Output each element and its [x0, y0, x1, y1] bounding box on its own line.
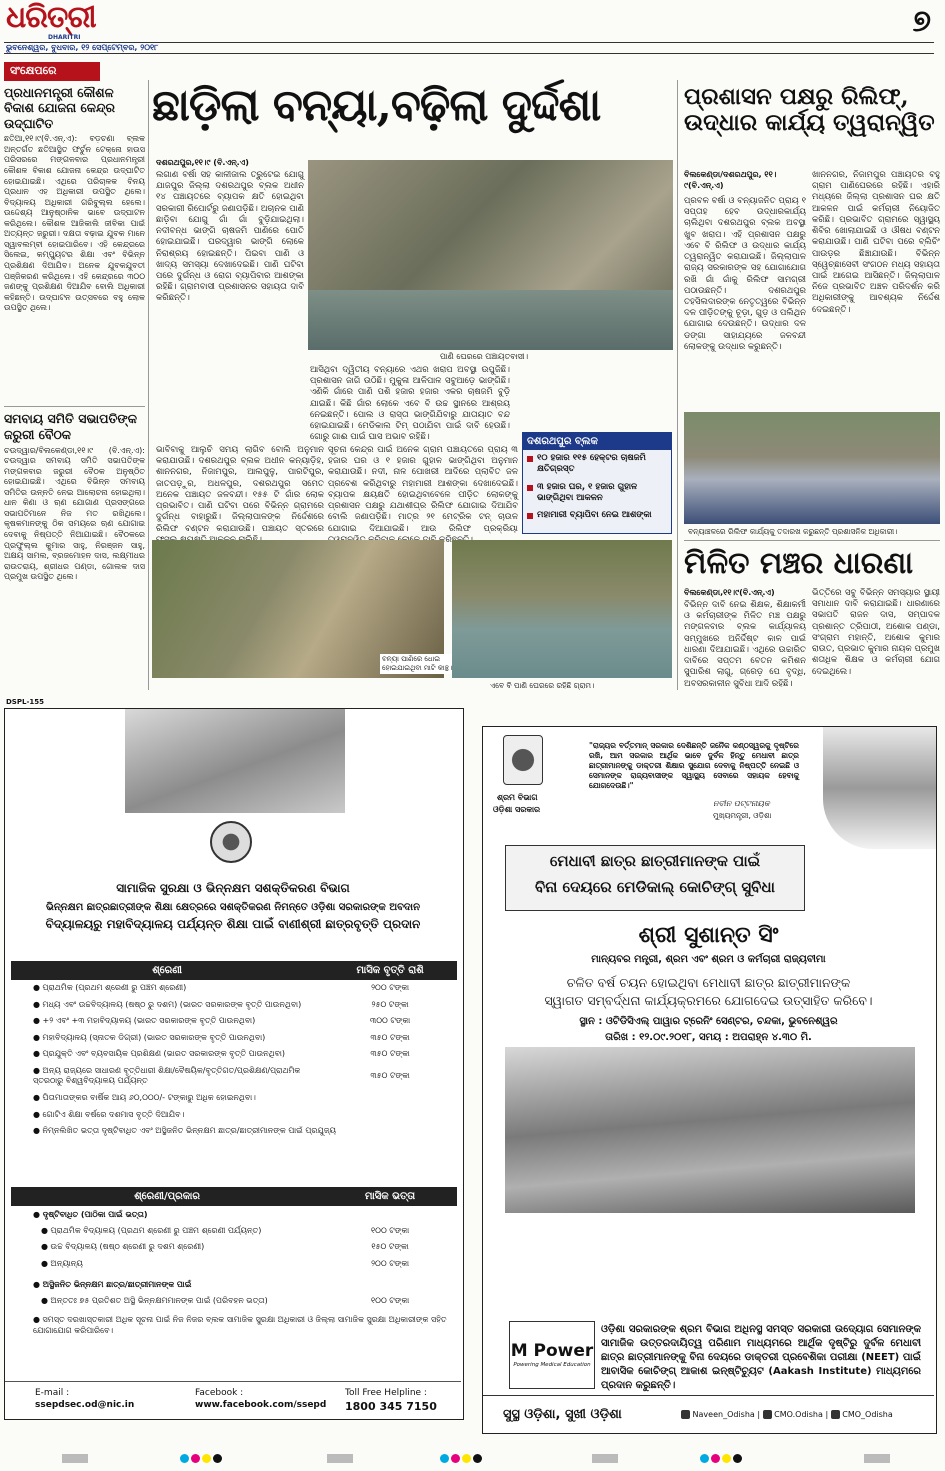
ad-labour-dept2: ଓଡ଼ିଶା ସରକାର: [493, 805, 541, 814]
table-row: ● ସମସ୍ତ ଦରଖାସ୍ତକାରୀ ଅଧିକ ସୂଚନା ପାଇଁ ନିଜ ନିଜର ବ୍ଲକ ସାମାଜିକ ସୁରକ୍ଷା ଅଧିକାରୀ ଓ ଜିଲ୍ଲା ସାମାଜିକ ସୁରକ୍ଷା ଅଧିକାରୀଙ୍କ ସହିତ ଯୋଗାଯୋଗ କରିପାରିବେ।: [33, 1315, 447, 1336]
ad-labour-classroom-photo: [505, 1047, 915, 1213]
fact-box-title: ଦଶରଥପୁର ବ୍ଲକ: [523, 433, 671, 450]
minister-role: ମାନ୍ୟବର ମନ୍ତ୍ରୀ, ଶ୍ରମ ଏବଂ ଶ୍ରମ ଓ କର୍ମଚାରୀ ରାଜ୍ୟବୀମା: [591, 954, 826, 965]
table-row: ● ପ୍ରାଥମିକ ବିଦ୍ୟାଳୟ (ପ୍ରଥମ ଶ୍ରେଣୀ ରୁ ପଞ୍ଚମ ଶ୍ରେଣୀ ପର୍ଯ୍ୟନ୍ତ) ୧୦୦ ଟଙ୍କା: [41, 1225, 410, 1235]
allowance-table: [11, 1187, 457, 1340]
masthead: [0, 0, 945, 60]
sidebar-section-label: ସଂକ୍ଷେପରେ: [4, 62, 100, 81]
manch-body-b: ଭିତ୍ତିରେ ସବୁ ବିଭିନ୍ନ ସମସ୍ୟାର ସ୍ଥାୟୀ ସମାଧାନ ଦାବି କରାଯାଇଛି। ଧାରଣାରେ ସଭାପତି ରାଜନ ଦାସ, ସମ୍ପାଦକ ପ୍ରଶାନ୍ତ ତ୍ରିପାଠୀ, ଅଶୋକ ପଣ୍ଡା, ସଂଗ୍ରାମ ମହାନ୍ତି, ଅଶୋକ କୁମାର ରାଉତ, ପ୍ରଭାତ କୁମାର ନାୟକ ପ୍ରମୁଖ ଶତାଧିକ ଶିକ୍ଷକ ଓ କର୍ମଚାରୀ ଯୋଗ ଦେଇଥିଲେ।: [812, 588, 940, 677]
mpower-logo-text: M Power: [510, 1341, 594, 1361]
facebook-link[interactable]: www.facebook.com/ssepd: [195, 1399, 327, 1410]
cm-portrait: [823, 727, 936, 849]
lead-dateline: ଦଶରଥପୁର,୧୧।୯ (ବି.ଏନ୍.ଏ): [156, 158, 249, 167]
event-line-1: ଚଳିତ ବର୍ଷ ଚୟନ ହୋଇଥିବା ମେଧାବୀ ଛାତ୍ର ଛାତ୍ରୀମାନଙ୍କ: [566, 975, 851, 990]
table-header: ମାସିକ ଭତ୍ତା: [365, 1191, 416, 1202]
emblem-icon: [210, 821, 252, 863]
table-row: ● ଗୋଟିଏ ଶିକ୍ଷା ବର୍ଷରେ ଦଶମାସ ବୃତ୍ତି ଦିଆଯିବ।: [33, 1109, 185, 1119]
ad-ssepd-dept: ସାମାଜିକ ସୁରକ୍ଷା ଓ ଭିନ୍ନକ୍ଷମ ସଶକ୍ତିକରଣ ବିଭାଗ: [116, 881, 350, 895]
table-row: ● +୨ ଏବଂ +୩ ମହାବିଦ୍ୟାଳୟ (ଭାରତ ସରକାରଙ୍କ ବୃତ୍ତି ପାଉନଥିବା) ୩୦୦ ଟଙ୍କା: [33, 1016, 411, 1026]
table-row: ● ଅନ୍ୟ ରାଜ୍ୟରେ ସାଧାରଣ ବୃତ୍ତିଧାରୀ ଶିକ୍ଷା/ବୈଷୟିକ/ବୃତ୍ତିଗତ/ପ୍ରଶିକ୍ଷଣ/ପ୍ରାଥମିକ ସ୍ତରଠାରୁ ବିଶ୍ୱବିଦ୍ୟାଳୟ ପର୍ଯ୍ୟନ୍ତ ୩୫୦ ଟଙ୍କା: [33, 1065, 410, 1086]
banner-line-1: ମେଧାବୀ ଛାତ୍ର ଛାତ୍ରୀମାନଙ୍କ ପାଇଁ: [549, 852, 761, 870]
masthead-logo-sub: DHARITRI: [48, 34, 81, 41]
social-handle[interactable]: Naveen_Odisha: [692, 1410, 755, 1419]
ad-labour-footer: ସୁସ୍ଥ ଓଡ଼ିଶା, ସୁଖୀ ଓଡ଼ିଶା Naveen_Odisha | CMO.Odisha | CMO_Odisha: [483, 1395, 934, 1432]
ad-labour-banner: [505, 845, 805, 911]
right-story-body-a: ପ୍ରବଳ ବର୍ଷା ଓ ବନ୍ୟାଜନିତ ପ୍ରାୟ ୧ ସପ୍ତାହ ହେବ ଉଦ୍ଧାରକାର୍ଯ୍ୟ ଚାଲିଥିବା ଦଶରଥପୁର ବ୍ଲକ ଅବସ୍ଥା ଖୁବ ଖରାପ। ଏହି ପ୍ରଶାସନ ପକ୍ଷରୁ ଏବେ ବି ରିଲିଫ ଓ ଉଦ୍ଧାର କାର୍ଯ୍ୟ ତ୍ୱରାନ୍ୱିତ କରାଯାଇଛି। ଜିଲ୍ଲାପାଳ ରାଜ୍ୟ ସରକାରଙ୍କ ସହ ଯୋଗାଯୋଗ ରଖି ଗାଁ ଗାଁକୁ ରିଲିଫ ସାମଗ୍ରୀ ପଠାଉଛନ୍ତି। ଦଶରଥପୁର ତହସିଲଦାରଙ୍କ ନେତୃତ୍ୱରେ ବିଭିନ୍ନ ଦଳ ପୀଡ଼ିତଙ୍କୁ ଚୂଡ଼ା, ଗୁଡ଼ ଓ ପଲିଥିନ ଯୋଗାଇ ଦେଉଛନ୍ତି। ଉଦ୍ଧାର ଦଳ ଡଙ୍ଗା ସାହାଯ୍ୟରେ ଜଳବନ୍ଦୀ ଲୋକଙ୍କୁ ଉଦ୍ଧାର କରୁଛନ୍ତି।: [684, 196, 806, 352]
event-time: ତାରିଖ : ୧୨.୦୯.୨୦୧୮, ସମୟ : ଅପରାହ୍ନ ୪.୩୦ ମି.: [605, 1032, 812, 1043]
event-venue: ସ୍ଥାନ : ଓଟିଡିସିଏଲ୍ ପାୱାର ଟ୍ରେନିଂ ସେଣ୍ଟର, ଚନ୍ଦକା, ଭୁବନେଶ୍ୱର: [579, 1016, 838, 1027]
right-story-headline: ପ୍ରଶାସନ ପକ୍ଷରୁ ରିଲିଫ୍, ଉଦ୍ଧାର କାର୍ଯ୍ୟ ତ୍ୱରାନ୍ୱିତ: [684, 83, 935, 137]
table-row: ● ଅନ୍ୟାନ୍ୟ ୨୦୦ ଟଙ୍କା: [41, 1258, 410, 1268]
brief-2-body: ଚଉଦ୍ୱାର/ବିଲକେଣ୍ଡା,୧୧।୯ (ବି.ଏନ୍.ଏ): ଚଉଦ୍ୱାର ସମବାୟ ସମିତି ସଭାପତିଙ୍କ ମଙ୍ଗଳବାର ଜରୁରୀ ବୈଠକ ଅନୁଷ୍ଠିତ ହୋଇଯାଇଛି। ଏଥିରେ ବିଭିନ୍ନ ସମବାୟ ସମିତିର ଉନ୍ନତି ନେଇ ଆଲୋଚନା ହୋଇଥିଲା। ଧାନ କିଣା ଓ ଋଣ ଯୋଗାଣ ପ୍ରସଙ୍ଗରେ ସଭାପତିମାନେ ନିଜ ମତ ରଖିଥିଲେ। କୃଷକମାନଙ୍କୁ ଠିକ ସମୟରେ ଋଣ ଯୋଗାଇ ଦେବାକୁ ନିଷ୍ପତ୍ତି ନିଆଯାଇଛି। ବୈଠକରେ ପ୍ରଫୁଲ୍ଲ କୁମାର ସାହୁ, ନିରଞ୍ଜନ ସାହୁ, ଅକ୍ଷୟ ସାମଲ, ବ୍ରଜମୋହନ ଦାସ, ଲକ୍ଷ୍ମୀଧର ରାଉତରାୟ, ଶ୍ରୀଧର ପଣ୍ଡା, ଗୋଲକ ଦାସ ପ୍ରମୁଖ ଉପସ୍ଥିତ ଥିଲେ।: [4, 445, 145, 582]
lead-body-c: ଭାବିବାକୁ ଆଲୁଚି ସମୟ ଲାଗିବ ବୋଲି ଅନୁମାନ କରାଯାଉଛି। ଦଶରଥପୁର ବ୍ଲକ ଅଧୀନ କନ୍ୟାଡ଼ିହ, ଶାନନଗର, ନିଜାମପୁର, ଆଲପୁଳୁ, ପାରଟିପୁର, ଜାତପଡ଼ୁର, ଅଧଳପୁର, ଦଶରଥପୁର ସମେତ ଅନେକ ପଞ୍ଚାୟତ ଜଳବନ୍ଦୀ। ୧୫୫ ଟି ଗାଁର ଲୋକ ପ୍ରଭାବିତ। ପାଣି ଘଟିବା ପରେ ବିଭିନ୍ନ ଗ୍ରାମରେ ଦୁର୍ଗନ୍ଧ ବାହାରୁଛି। ଜିଲ୍ଲାପାଳଙ୍କ ନିର୍ଦ୍ଦେଶରେ ରିଲିଫ ବଣ୍ଟନ କରାଯାଉଛି। ପଞ୍ଚାୟତ ସ୍ତରରେ: [156, 445, 324, 534]
ad-ssepd-sub2: ବିଦ୍ୟାଳୟରୁ ମହାବିଦ୍ୟାଳୟ ପର୍ଯ୍ୟନ୍ତ ଶିକ୍ଷା ପାଇଁ ବାଣୀଶ୍ରୀ ଛାତ୍ରବୃତ୍ତି ପ୍ରଦାନ: [45, 917, 421, 931]
lead-body-d: ସୂଚନା କେନ୍ଦ୍ର ପାଇଁ ଅନେକ ଗ୍ରାମ ପଞ୍ଚାୟତରେ ପ୍ରାୟ ୩ ହଜାର ଘର ଓ ୧ ହଜାର ଗୁହାଳ ଭାଙ୍ଗିଥିବା ଅନୁମାନ କରାଯାଉଛି। ନଦୀ, ନାଳ ପୋଖରୀ ଆଦିରେ ପ୍ଲାବିତ ଜଳ ପ୍ରବେଶ କରିଥିବାରୁ ମହାମାରୀ ଆଶଙ୍କା ଦେଖାଦେଇଛି। ବ୍ୟାପକ କ୍ଷୟକ୍ଷତି ହୋଇଥିବାବେଳେ ପୀଡ଼ିତ ଲୋକଙ୍କୁ ପ୍ରଶାସନ ପକ୍ଷରୁ ଯଥାଶୀଘ୍ର ରିଲିଫ ଯୋଗାଇ ଦିଆଯିବ ବୋଲି ଜଣାପଡ଼ିଛି। ମାତ୍ର ୨୧ ମେଟ୍ରିକ ଟନ୍ ଚାଉଳ ଯୋଗାଇ ଦିଆଯାଇଛି। ଆଉ ରିଲିଫ ପ୍ରକ୍ରିୟା: [328, 445, 518, 534]
ad-ssepd-footer: [5, 1381, 461, 1417]
lead-body-b: ଆସିଥିବା ଦ୍ୱିତୀୟ ବନ୍ୟାରେ ଏଥର ଖରାପ ଅବସ୍ଥା ଉପୁଜିଛି। ପ୍ରଶାସନ ଜାଗି ଉଠିଛି। ମୁକୁଳା ଆଳିପାଳ ସବୁଆଡ଼େ ଭାଙ୍ଗିଛି। ଏଣିକି ଗାଁରେ ପାଣି ପଶି ହଜାର ହଜାର ଏକର ଚାଷଜମି ବୁଡ଼ି ଯାଇଛି। କିଛି ଗାଁର ଲୋକେ ଏବେ ବି ଉଚ୍ଚ ସ୍ଥାନରେ ଆଶ୍ରୟ ନେଇଛନ୍ତି। ପୋଲ ଓ ରାସ୍ତା ଭାଙ୍ଗିଯିବାରୁ ଯାତାୟାତ ବନ୍ଦ ହୋଇଯାଇଛି। ମେଡିକାଲ ଟିମ୍ ପଠାଯିବା ପାଇଁ ଦାବି ହେଉଛି। ଗୋରୁ ଗାଈ ପାଇଁ ଘାସ ଅଭାବ ରହିଛି।: [310, 365, 510, 443]
brief-1-title: ପ୍ରଧାନମନ୍ତ୍ରୀ କୌଶଳ ବିକାଶ ଯୋଜନା କେନ୍ଦ୍ର ଉଦ୍‌ଘାଟିତ: [4, 84, 115, 131]
lead-body-a: ଲଗାଣ ବର୍ଷା ସହ କାଳୀଜାଲ ତ୍ରୁଟେଇ ଯୋଗୁ ଯାଜପୁର ଜିଲ୍ଲା ଦଶରଥପୁର ବ୍ଲକ ଅଧୀନ ୧୪ ପଞ୍ଚାୟତରେ ବ୍ୟାପକ କ୍ଷତି ହୋଇଥିବା ସରକାରୀ ରିପୋର୍ଟରୁ ଜଣାପଡ଼ିଛି। ଅଚାନକ ପାଣି ଛାଡ଼ିବା ଯୋଗୁ ଗାଁ ଗାଁ ବୁଡ଼ିଯାଇଥିଲା। ନଦୀବନ୍ଧ ଭାଙ୍ଗି ଚାଷଜମି ପାଣିରେ ପୋତି ହୋଇଯାଇଛି। ଘରଦ୍ୱାର ଭାଙ୍ଗି ଲୋକେ ନିରାଶ୍ରୟ ହୋଇଛନ୍ତି। ପିଇବା ପାଣି ଓ ଖାଦ୍ୟ ସମସ୍ୟା ଦେଖାଦେଇଛି। ପାଣି ଘଟିବା ପରେ ଦୁର୍ଗନ୍ଧ ଓ ରୋଗ ବ୍ୟାପିବାର ଆଶଙ୍କା ରହିଛି। ଗ୍ରାମବାସୀ ପ୍ରଶାସନର ସହାୟତା ଦାବି କରିଛନ୍ତି।: [156, 170, 304, 304]
table-group: ● ଦୃଷ୍ଟିବାଧିତ (ପାଠିକା ପାଇଁ ଭତ୍ତା): [33, 1210, 148, 1220]
helpline-number[interactable]: 1800 345 7150: [345, 1399, 437, 1413]
facebook-label: Facebook :: [195, 1388, 244, 1398]
ad-labour: [482, 726, 937, 1434]
dateline-bar: [4, 42, 934, 54]
ad-labour-dept1: ଶ୍ରମ ବିଭାଗ: [497, 793, 538, 802]
lead-photo-flood-victims: [308, 160, 673, 350]
cm-title: ମୁଖ୍ୟମନ୍ତ୍ରୀ, ଓଡ଼ିଶା: [713, 811, 772, 820]
photo-relief-caption: ବନ୍ୟାଞ୍ଚଳରେ ରିଲିଫ କାର୍ଯ୍ୟକୁ ତଦାରଖ କରୁଛନ୍ତି ପ୍ରଶାସନିକ ଅଧିକାରୀ।: [688, 527, 898, 536]
lead-headline: ଛାଡ଼ିଲା ବନ୍ୟା,ବଢ଼ିଲା ଦୁର୍ଦ୍ଦଶା: [152, 80, 601, 131]
minister-name: ଶ୍ରୀ ସୁଶାନ୍ତ ସିଂ: [638, 923, 779, 948]
table-row: ● ପ୍ରାଥମିକ (ପ୍ରଥମ ଶ୍ରେଣୀ ରୁ ପଞ୍ଚମ ଶ୍ରେଣୀ) ୨୦୦ ଟଙ୍କା: [33, 983, 410, 993]
sidebar: [4, 62, 145, 692]
table-header: ମାସିକ ବୃତ୍ତି ରାଶି: [356, 965, 424, 976]
manch-dateline: ବିଲକେଣ୍ଡା,୧୧।୯(ବି.ଏନ୍.ଏ): [684, 588, 775, 597]
table-header: ଶ୍ରେଣୀ/ପ୍ରକାର: [134, 1191, 200, 1202]
brief-1-body: ଛତିଆ,୧୧।୯(ବି.ଏନ୍.ଏ): ବଡ଼ଚଣା ବ୍ଲକ ଅନ୍ତର୍ଗତ ଛତିଆସ୍ଥିତ ଫର୍ଚୁନ ଟେକ୍ନୋ ହାଉସ ପରିସରରେ ମଙ୍ଗଳବାର ପ୍ରଧାନମନ୍ତ୍ରୀ କୌଶଳ ବିକାଶ ଯୋଜନା କେନ୍ଦ୍ର ଉଦ୍‌ଘାଟିତ ହୋଇଯାଇଛି। ଏଥିରେ ପରିଚାଳକ ବିନୟ ପ୍ରଧାନ ଏହ ଅଧିକାରୀ ଉପସ୍ଥିତ ଥିଲେ। ବିଦ୍ୟାଳୟ ଅଧିକାରୀ ଗରିବୁଲ୍ଲ ହେଲେ। ଉଦ୍ଦେଶ୍ୟ ଆନୁଷ୍ଠାନିକ ଭାବେ ଉଦ୍‌ଘାଟନ କରିଥିଲେ। କୌଶଳ ଆଜିକାଲି ଜୀବିକା ପାଇଁ ଅତ୍ୟନ୍ତ ଜରୁରୀ। ଦକ୍ଷତା ବଢ଼ାଇ ଯୁବକ ମାନେ ସ୍ୱାବଲମ୍ବୀ ହୋଇପାରିବେ। ଏହି କେନ୍ଦ୍ରରେ ସିଲେଇ, କମ୍ପ୍ୟୁଟର ଶିକ୍ଷା ଏବଂ ବିଭିନ୍ନ ପ୍ରଶିକ୍ଷଣ ଦିଆଯିବ। ଅନେକ ଯୁବକଯୁବତୀ ପଞ୍ଜିକରଣ କରିଥିଲେ। ଏହି କେନ୍ଦ୍ରରେ ୩୦୦ ଜଣଙ୍କୁ ପ୍ରଶିକ୍ଷଣ ଦିଆଯିବ ବୋଲି ଅଧିକାରୀ କହିଛନ୍ତି। ଉଦ୍‌ଘାଟନ ଉତ୍ସବରେ ବହୁ ଲୋକ ଉପସ୍ଥିତ ଥିଲେ।: [4, 134, 145, 313]
photo-flooded-village: [452, 540, 672, 678]
table-row: ● ମହାବିଦ୍ୟାଳୟ (ସ୍ନାତକ ଡିଗ୍ରୀ) (ଭାରତ ସରକାରଙ୍କ ବୃତ୍ତି ପାଉନଥିବା) ୩୫୦ ଟଙ୍କା: [33, 1032, 410, 1042]
ad-ssepd-sub1: ଭିନ୍ନକ୍ଷମ ଛାତ୍ରଛାତ୍ରୀଙ୍କ ଶିକ୍ଷା କ୍ଷେତ୍ରରେ ସଶକ୍ତିକରଣ ନିମନ୍ତେ ଓଡ଼ିଶା ସରକାରଙ୍କ ଅବଦାନ: [46, 902, 420, 913]
right-story-body-b: ଖାନନଗର, ନିଜାମପୁର ପଞ୍ଚାୟତର ବହୁ ଗ୍ରାମ ପାଣିଘେରରେ ରହିଛି। ଏହାରି ମଧ୍ୟରେ ଜିଲ୍ଲା ପ୍ରଶାସନ ଘର କ୍ଷତି ଆକଳନ ପାଇଁ କର୍ମଚାରୀ ନିୟୋଜିତ କରିଛି। ପ୍ରଭାବିତ ଗ୍ରାମରେ ସ୍ୱାସ୍ଥ୍ୟ ଶିବିର ଖୋଲାଯାଇଛି ଓ ଔଷଧ ବଣ୍ଟନ କରାଯାଉଛି। ପାଣି ଘଟିବା ପରେ ବ୍ଲିଚିଂ ପାଉଡ଼ର ଛିଞ୍ଚାଯାଉଛି। ବିଭିନ୍ନ ସ୍ୱେଚ୍ଛାସେବୀ ସଂଗଠନ ମଧ୍ୟ ସହାୟତା ପାଇଁ ଆଗେଇ ଆସିଛନ୍ତି। ଜିଲ୍ଲାପାଳ ନିଜେ ପ୍ରଭାବିତ ଅଞ୍ଚଳ ପରିଦର୍ଶନ କରି ଅଧିକାରୀଙ୍କୁ ଆବଶ୍ୟକ ନିର୍ଦ୍ଦେଶ ଦେଇଛନ୍ତି।: [812, 170, 940, 315]
ad-ssepd-photo: [125, 709, 345, 813]
social-handle[interactable]: CMO.Odisha: [774, 1410, 823, 1419]
dateline: ଭୁବନେଶ୍ୱର, ବୁଧବାର, ୧୨ ସେପ୍ଟେମ୍ବର, ୨୦୧୮: [6, 43, 159, 52]
email-label: E-mail :: [35, 1388, 70, 1398]
manch-headline: ମିଳିତ ମଞ୍ଚର ଧାରଣା: [684, 546, 914, 581]
fact-item-text: ୧୦ ହଜାର ୧୧୫ ହେକ୍ଟର ଚାଷଜମି କ୍ଷତିଗ୍ରସ୍ତ: [537, 453, 646, 475]
fact-item: [523, 479, 671, 507]
table-header: ଶ୍ରେଣୀ: [152, 965, 182, 976]
cm-quote: "ରାଜ୍ୟର ବର୍ତ୍ତମାନ୍ ସରକାର ଦେଶିଛନ୍ତି ଜନୈକ କଣ୍ଠସ୍ୱରକୁ ଦୃଷ୍ଟିରେ ରଖି, ଆମ ସରକାର ଆର୍ଥିକ ଭାବେ ଦୁର୍ବଳ ହିନ୍ତୁ ମେଧାବୀ ଛାତ୍ର ଛାତ୍ରୀମାନଙ୍କୁ ଡାକ୍ତରୀ ଶିକ୍ଷାର ସୁଯୋଗ ଦେବାକୁ ନିଷ୍ପତ୍ତି ନେଇଛି ଓ ସେମାନଙ୍କ ରାଜ୍ୟବାସୀଙ୍କ ସ୍ୱାସ୍ଥ୍ୟ ସେବାରେ ସହାୟକ ହେବାକୁ ଯୋଗଦେଉଛି।": [589, 741, 799, 790]
right-story-dateline: ବିଲକେଣ୍ଡା/ଦଶରଥପୁର, ୧୧।୯(ବି.ଏନ୍.ଏ): [684, 170, 777, 190]
social-handle[interactable]: CMO_Odisha: [842, 1410, 893, 1419]
ad-ssepd-code: DSPL-155: [6, 698, 44, 706]
table-row: ● ଉଚ୍ଚ ବିଦ୍ୟାଳୟ (ଷଷ୍ଠ ଶ୍ରେଣୀ ରୁ ଦଶମ ଶ୍ରେଣୀ) ୧୫୦ ଟଙ୍କା: [41, 1242, 409, 1252]
masthead-logo: ଧରିତ୍ରୀ: [6, 0, 96, 35]
table-row: ● ନିମ୍ନଲିଖିତ ଭତ୍ତା ଦୃଷ୍ଟିବାଧିତ ଏବଂ ଅସ୍ଥିଜନିତ ଭିନ୍ନକ୍ଷମ ଛାତ୍ର/ଛାତ୍ରୀମାନଙ୍କ ପାଇଁ ପ୍ରଯୁଜ୍ୟ: [33, 1126, 337, 1136]
table-row: ● ମଧ୍ୟ ଏବଂ ଉଚ୍ଚବିଦ୍ୟାଳୟ (ଷଷ୍ଠ ରୁ ଦଶମ) (ଭାରତ ସରକାରଙ୍କ ବୃତ୍ତି ପାଉନଥିବା) ୨୫୦ ଟଙ୍କା: [33, 999, 409, 1009]
cm-signature: ନବୀନ ପଟ୍ଟନାୟକ: [713, 799, 770, 808]
twitter-icon: [681, 1410, 690, 1419]
manch-body-a: ବିଭିନ୍ନ ଦାବି ନେଇ ଶିକ୍ଷକ, ଶିକ୍ଷାକର୍ମୀ ଓ କର୍ମଚାରୀଙ୍କ ମିଳିତ ମଞ୍ଚ ପକ୍ଷରୁ ମଙ୍ଗଳବାର ବ୍ଲକ କାର୍ଯ୍ୟାଳୟ ସମ୍ମୁଖରେ ଅନିର୍ଦ୍ଦିଷ୍ଟ କାଳ ପାଇଁ ଧାରଣା ଦିଆଯାଇଛି। ଏଥିରେ ଉଚ୍ଚାରିତ ଦାବିରେ ସପ୍ତମ ବେତନ କମିଶନ ସୁପାରିଶ ଲାଗୁ, ଗ୍ରେଡ଼ ପେ ବୃଦ୍ଧି, ଅବସରକାଳୀନ ସୁବିଧା ଆଦି ରହିଛି।: [684, 600, 806, 689]
odisha-emblem-icon: [503, 735, 543, 785]
photo-relief-officials: [684, 412, 940, 524]
facebook-icon: [763, 1410, 772, 1419]
table-row: ● ଅନ୍ତତଃ ୭୫ ପ୍ରତିଶତ ଅସ୍ଥି ଭିନ୍ନକ୍ଷମମାନଙ୍କ ପାଇଁ (ପରିବହନ ଭତ୍ତା) ୧୦୦ ଟଙ୍କା: [41, 1295, 410, 1305]
fact-item-text: ମହାମାରୀ ବ୍ୟାପିବା ନେଇ ଆଶଙ୍କା: [537, 510, 652, 521]
photo-flooded-village-caption: ଏବେ ବି ପାଣି ଘେରରେ ରହିଛି ଗ୍ରାମ।: [490, 681, 595, 690]
fact-item-text: ୩ ହଜାର ଘର, ୧ ହଜାର ଗୁହାଳ ଭାଙ୍ଗିଥିବା ଆକଳନ: [537, 481, 638, 503]
table-group: ● ଅସ୍ଥିଜନିତ ଭିନ୍ନକ୍ଷମ ଛାତ୍ର/ଛାତ୍ରୀମାନଙ୍କ ପାଇଁ: [33, 1280, 192, 1290]
slogan: ସୁସ୍ଥ ଓଡ଼ିଶା, ସୁଖୀ ଓଡ଼ିଶା: [503, 1407, 622, 1422]
table-row: ● ପ୍ରଯୁକ୍ତି ଏବଂ ବ୍ୟବସାୟିକ ପ୍ରଶିକ୍ଷଣ (ଭାରତ ସରକାରଙ୍କ ବୃତ୍ତି ପାଉନଥିବା) ୩୫୦ ଟଙ୍କା: [33, 1049, 410, 1059]
ad-labour-info: ଓଡ଼ିଶା ସରକାରଙ୍କ ଶ୍ରମ ବିଭାଗ ଅଧିନସ୍ଥ ସମସ୍ତ ସରକାରୀ ଉଦ୍ୟୋଗ ସେମାନଙ୍କ ସାମାଜିକ ଉତ୍ତରଦାୟିତ୍ୱ ପରିଣାମ ମାଧ୍ୟମରେ ଆର୍ଥିକ ଦୃଷ୍ଟିରୁ ଦୁର୍ବଳ ମେଧାବୀ ଛାତ୍ର ଛାତ୍ରୀମାନଙ୍କୁ ବିନା ଦେୟରେ ଡାକ୍ତରୀ ପ୍ରବେଶିକା ପରୀକ୍ଷା (NEET) ପାଇଁ ଆବାସିକ କୋଚିଙ୍ଗ୍ ଆକାଶ ଇନ୍‌ଷ୍ଟିଚ୍ୟୁଟ (Aakash Institute) ମାଧ୍ୟମରେ ପ୍ରଦାନ କରୁଛନ୍ତି।: [601, 1324, 921, 1391]
ad-ssepd: [4, 708, 464, 1420]
event-line-2: ସ୍ୱାଗତ ସମ୍ବର୍ଦ୍ଧନା କାର୍ଯ୍ୟକ୍ରମରେ ଯୋଗଦେଇ ଉତ୍ସାହିତ କରିବେ।: [544, 993, 873, 1008]
mpower-logo-sub: Powering Medical Education: [513, 1362, 591, 1369]
page-number: ୭: [912, 4, 931, 39]
scholarship-table: [11, 961, 457, 1140]
banner-line-2: ବିନା ଦେୟରେ ମେଡିକାଲ୍ କୋଚିଙ୍ଗ୍ ସୁବିଧା: [535, 877, 775, 896]
fact-item: [523, 507, 671, 524]
helpline-label: Toll Free Helpline :: [345, 1388, 427, 1398]
mpower-logo: [509, 1321, 595, 1389]
fact-item: [523, 450, 671, 478]
table-row: ● ପିତାମାତାଙ୍କର ବାର୍ଷିକ ଆୟ ୬୦,୦୦୦/- ଟଙ୍କାରୁ ଅଧିକ ହୋଇନଥିବା।: [33, 1093, 256, 1103]
printer-color-bar: [0, 1452, 945, 1468]
email-link[interactable]: ssepdsec.od@nic.in: [35, 1399, 135, 1410]
lead-photo-caption: ପାଣି ଘେରରେ ପଞ୍ଚାୟତବାସୀ।: [440, 352, 529, 361]
fact-box: [522, 432, 672, 534]
twitter-icon: [831, 1410, 840, 1419]
brief-2-title: ସମବାୟ ସମିତି ସଭାପତିଙ୍କ ଜରୁରୀ ବୈଠକ: [4, 411, 137, 443]
photo-broken-wall-caption: ବନ୍ୟା ପାଣିରେ ଧୋଇ ହୋଇଯାଇଥିବା ମାଟି କାନ୍ଥ।: [380, 654, 460, 674]
